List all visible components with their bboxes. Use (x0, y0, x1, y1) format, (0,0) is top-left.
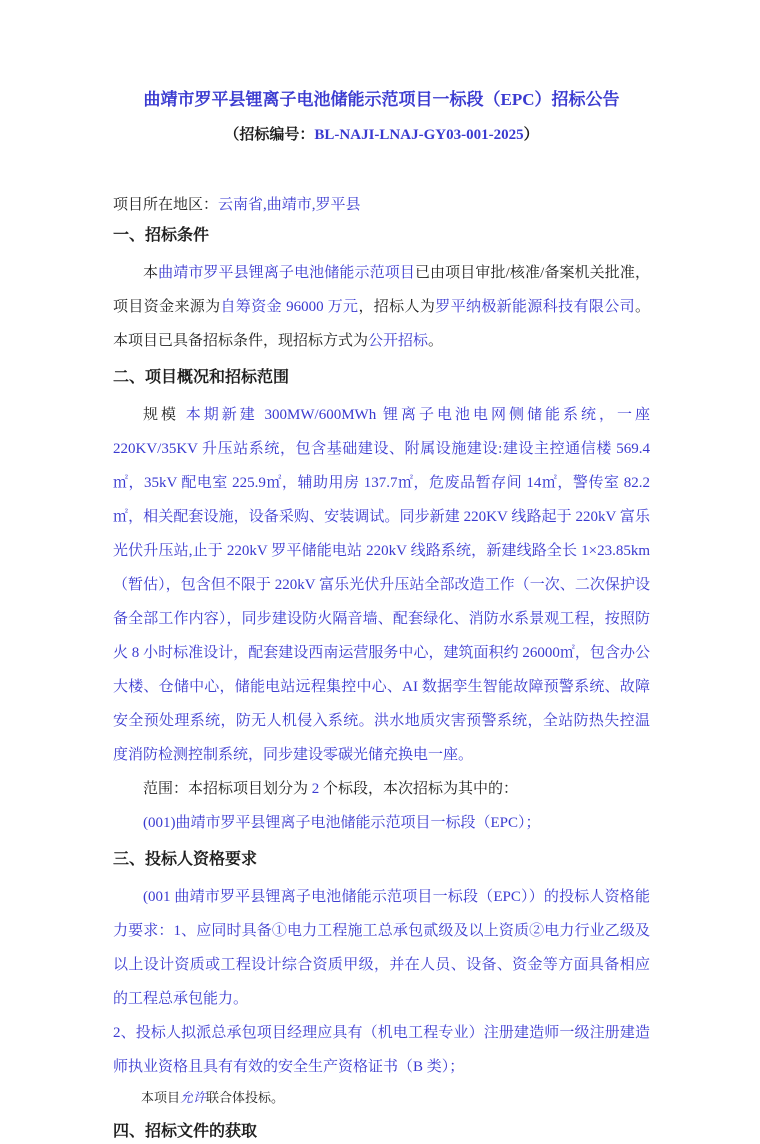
qualification-requirements-paragraph-2: 2、投标人拟派总承包项目经理应具有（机电工程专业）注册建造师一级注册建造师执业资格且具有有效的安全生产资格证书（B 类）； (113, 1025, 650, 1075)
qualification-requirements-paragraph-1: (001 曲靖市罗平县锂离子电池储能示范项目一标段（EPC））的投标人资格能力要求：1、应同时具备①电力工程施工总承包贰级及以上资质②电力行业乙级及以上设计资质或工程设计综合资质甲级，并在人员、设备、资金等方面具备相应的工程总承包能力。 (113, 889, 650, 1007)
text-run: 已由项目审批/核准/备案机关批准，项目资金来源为 (113, 265, 650, 315)
project-scale-paragraph (113, 398, 650, 772)
tender-scope-line (113, 772, 650, 806)
project-location-label: 项目所在地区： (113, 197, 219, 213)
scale-label: 规模 (143, 407, 180, 423)
lot-001-line (113, 806, 650, 840)
text-run: 联合体投标。 (206, 1090, 285, 1105)
lot-001-label: (001)曲靖市罗平县锂离子电池储能示范项目一标段（EPC）； (143, 815, 541, 831)
section-4-heading: 四、招标文件的获取 (113, 1123, 258, 1140)
section-3-heading: 三、投标人资格要求 (113, 851, 258, 868)
document-title: 曲靖市罗平县锂离子电池储能示范项目一标段（EPC）招标公告 (143, 90, 620, 109)
project-location-line (113, 194, 650, 216)
funding-source-link: 自筹资金 96000 万元 (220, 299, 359, 315)
project-name-link: 曲靖市罗平县锂离子电池储能示范项目 (158, 265, 415, 281)
tender-number-line (113, 124, 650, 146)
tender-conditions-paragraph (113, 256, 650, 358)
scale-description: 本期新建 300MW/600MWh 锂离子电池电网侧储能系统，一座 220KV/35KV 升压站系统，包含基础建设、附属设施建设:建设主控通信楼 569.4㎡，35kV 配电室 225.9㎡，辅助用房 137.7㎡，危废品暂存间 14㎡，警传室 82.2㎡，相关配套设施，设备采购、安装调试。同步新建 220KV 线路起于 220kV 富乐光伏升压站,止于 220kV 罗平储能电站 220kV 线路系统，新建线路全长 1×23.85km（暂估），包含但不限于 220kV 富乐光伏升压站全部改造工作（一次、二次保护设备全部工作内容），同步建设防火隔音墙、配套绿化、消防水系景观工程，按照防火 8 小时标准设计，配套建设西南运营服务中心，建筑面积约 26000㎡，包含办公大楼、仓储中心，储能电站远程集控中心、AI 数据孪生智能故障预警系统、故障安全预处理系统，防无人机侵入系统。洪水地质灾害预警系统，全站防热失控温度消防检测控制系统，同步建设零碳光储充换电一座。 (113, 407, 650, 763)
tenderer-name-link: 罗平纳极新能源科技有限公司 (435, 299, 635, 315)
text-run: 。本项目已具备招标条件，现招标方式为 (113, 299, 650, 349)
tender-number-code: BL-NAJI-LNAJ-GY03-001-2025 (314, 127, 524, 143)
tender-number-suffix: ） (523, 127, 539, 143)
text-run: 本项目 (141, 1090, 181, 1105)
consortium-allowed-value: 允许 (180, 1090, 207, 1105)
text-run: 范围：本招标项目划分为 (143, 781, 312, 797)
section-2-heading: 二、项目概况和招标范围 (113, 369, 290, 386)
text-run: 本 (143, 265, 159, 281)
text-run: 。 (428, 333, 444, 349)
section-1-heading: 一、招标条件 (113, 227, 210, 244)
consortium-bidding-line (113, 1084, 650, 1112)
text-run: ，招标人为 (358, 299, 436, 315)
tender-method-link: 公开招标 (368, 333, 429, 349)
tender-number-prefix: （招标编号： (224, 127, 315, 143)
project-location-value: 云南省,曲靖市,罗平县 (218, 197, 361, 213)
lot-count-value: 2 (311, 781, 320, 797)
text-run: 个标段，本次招标为其中的： (319, 781, 519, 797)
